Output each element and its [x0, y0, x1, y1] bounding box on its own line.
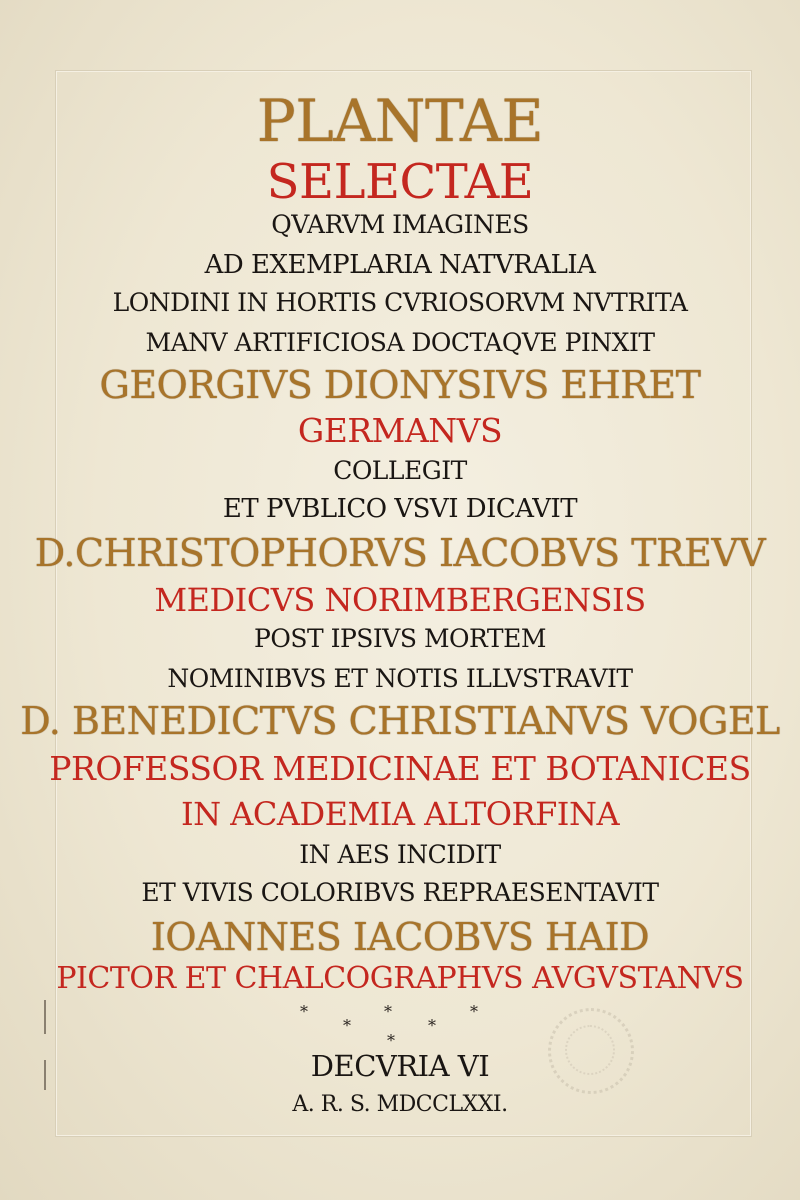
professor-title: PROFESSOR MEDICINAE ET BOTANICES	[49, 749, 751, 788]
editor-name: D.CHRISTOPHORVS IACOBVS TREVV	[34, 531, 766, 575]
text-line: POST IPSIVS MORTEM	[254, 624, 546, 653]
text-line: LONDINI IN HORTIS CVRIOSORVM NVTRITA	[112, 288, 688, 317]
engraver-name: IOANNES IACOBVS HAID	[150, 915, 650, 959]
asterisk: *	[343, 1016, 351, 1035]
text-line: NOMINIBVS ET NOTIS ILLVSTRAVIT	[167, 664, 633, 693]
decuria-label: DECVRIA VI	[310, 1049, 490, 1083]
author-name: GEORGIVS DIONYSIVS EHRET	[99, 363, 701, 407]
text-line: IN AES INCIDIT	[299, 840, 501, 869]
text-line: ET PVBLICO VSVI DICAVIT	[222, 494, 578, 524]
library-stamp	[548, 1008, 634, 1094]
illustrator-name: D. BENEDICTVS CHRISTIANVS VOGEL	[20, 699, 780, 743]
publication-year: A. R. S. MDCCLXXI.	[292, 1092, 508, 1117]
title-plantae: PLANTAE	[256, 87, 544, 155]
asterisk: *	[428, 1016, 436, 1035]
engraver-title: PICTOR ET CHALCOGRAPHVS AVGVSTANVS	[56, 961, 744, 996]
asterisk: *	[300, 1002, 308, 1021]
asterisk: *	[387, 1031, 395, 1050]
text-line: MANV ARTIFICIOSA DOCTAQVE PINXIT	[145, 328, 655, 357]
editor-title: MEDICVS NORIMBERGENSIS	[154, 581, 646, 619]
text-line: QVARVM IMAGINES	[271, 210, 529, 239]
text-line: COLLEGIT	[333, 456, 467, 485]
title-selectae: SELECTAE	[266, 154, 534, 210]
margin-mark	[44, 1000, 46, 1034]
text-line: AD EXEMPLARIA NATVRALIA	[204, 250, 596, 280]
author-origin: GERMANVS	[297, 411, 503, 450]
asterisk: *	[384, 1002, 392, 1021]
asterisk: *	[470, 1002, 478, 1021]
academy-name: IN ACADEMIA ALTORFINA	[180, 795, 620, 833]
text-line: ET VIVIS COLORIBVS REPRAESENTAVIT	[141, 878, 659, 907]
